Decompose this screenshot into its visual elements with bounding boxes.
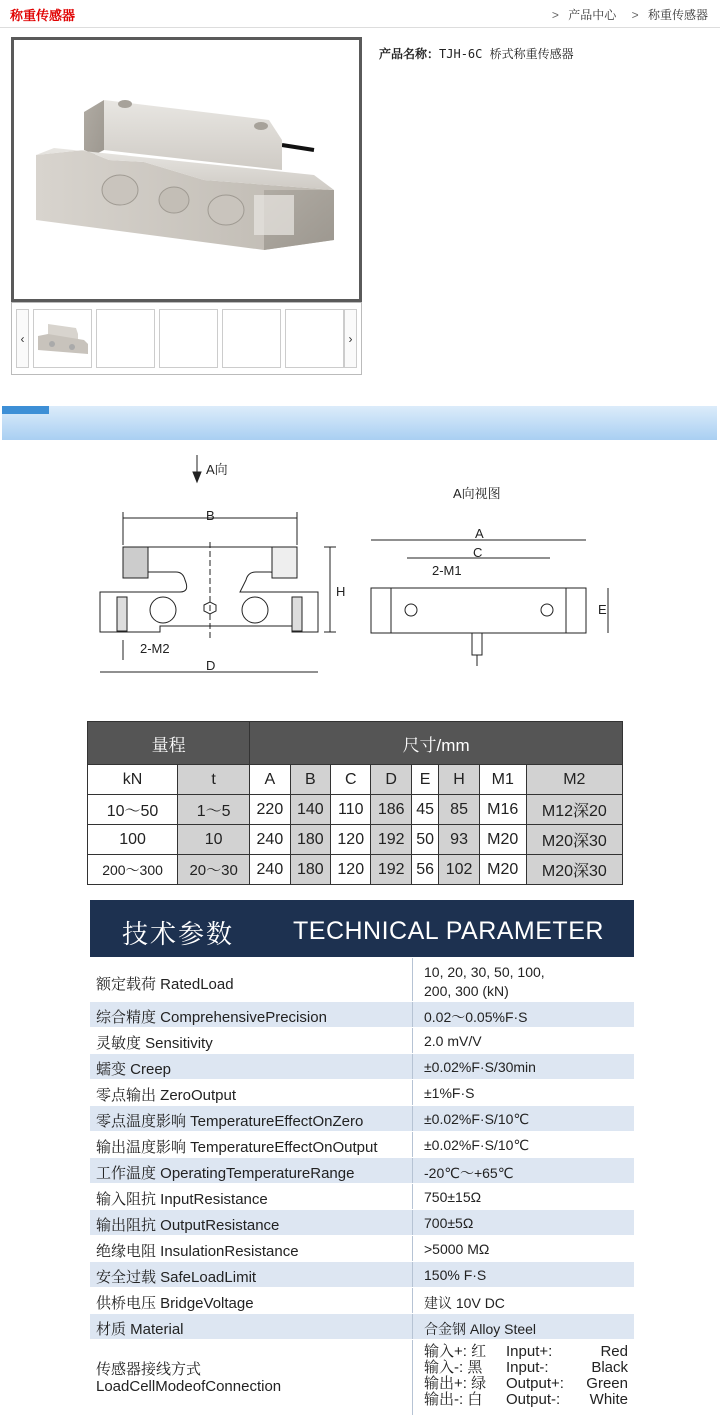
column-divider bbox=[412, 1314, 413, 1339]
table-cell: 240 bbox=[250, 825, 290, 855]
tech-parameter-list bbox=[90, 957, 634, 1415]
column-divider bbox=[412, 1080, 413, 1105]
parameter-label: 绝缘电阻 InsulationResistance bbox=[96, 1243, 299, 1260]
wire-row bbox=[424, 1392, 628, 1408]
dim-label-b: B bbox=[206, 508, 215, 523]
parameter-row bbox=[90, 1001, 634, 1027]
table-cell: 120 bbox=[331, 855, 371, 885]
dim-label-e: E bbox=[598, 602, 607, 617]
breadcrumb bbox=[540, 6, 708, 23]
table-cell: 10～50 bbox=[88, 795, 178, 825]
parameter-row bbox=[90, 1105, 634, 1131]
parameter-row bbox=[90, 1157, 634, 1183]
breadcrumb-separator: > bbox=[551, 8, 559, 22]
product-main-image[interactable] bbox=[11, 37, 362, 302]
table-cell: 93 bbox=[439, 825, 479, 855]
range-header: 量程 bbox=[88, 722, 250, 765]
table-cell: 192 bbox=[371, 855, 411, 885]
parameter-row bbox=[90, 957, 634, 1001]
product-name-label: 产品名称： bbox=[379, 47, 440, 61]
parameter-row bbox=[90, 1131, 634, 1157]
parameter-label: 零点温度影响 TemperatureEffectOnZero bbox=[96, 1113, 364, 1130]
table-cell: 20～30 bbox=[178, 855, 250, 885]
parameter-row bbox=[90, 1235, 634, 1261]
tech-parameter-header bbox=[90, 900, 634, 957]
column-divider bbox=[412, 1054, 413, 1079]
wire-color-list bbox=[424, 1344, 628, 1408]
column-divider bbox=[412, 1340, 413, 1415]
parameter-label: 输出温度影响 TemperatureEffectOnOutput bbox=[96, 1139, 378, 1156]
breadcrumb-products-link[interactable]: 产品中心 bbox=[568, 8, 617, 22]
parameter-value: -20℃～+65℃ bbox=[424, 1165, 514, 1181]
thumbnail-item[interactable] bbox=[159, 309, 218, 368]
parameter-label: 材质 Material bbox=[96, 1321, 184, 1338]
parameter-row bbox=[90, 1183, 634, 1209]
wire-row bbox=[424, 1360, 628, 1376]
table-cell: M20深30 bbox=[526, 825, 622, 855]
parameter-row bbox=[90, 1079, 634, 1105]
thumbnail-strip bbox=[11, 302, 362, 375]
table-cell: M12深20 bbox=[526, 795, 622, 825]
table-cell: 50 bbox=[411, 825, 438, 855]
column-divider bbox=[412, 1210, 413, 1235]
table-cell: 102 bbox=[439, 855, 479, 885]
parameter-value: 150% F·S bbox=[424, 1267, 487, 1283]
column-divider bbox=[412, 1236, 413, 1261]
column-header: H bbox=[439, 765, 479, 795]
table-row bbox=[88, 855, 623, 885]
column-header: C bbox=[331, 765, 371, 795]
wire-color: White bbox=[589, 1391, 628, 1408]
wire-color: Red bbox=[600, 1343, 628, 1360]
parameter-value: 10, 20, 30, 50, 100, bbox=[424, 964, 545, 980]
table-cell: 180 bbox=[290, 825, 330, 855]
column-divider bbox=[412, 1288, 413, 1313]
parameter-row bbox=[90, 1261, 634, 1287]
view-a-title: A向视图 bbox=[453, 486, 501, 501]
table-cell: 56 bbox=[411, 855, 438, 885]
parameter-value: 750±15Ω bbox=[424, 1189, 482, 1205]
column-header: B bbox=[290, 765, 330, 795]
wire-cn: 输入-: 黑 bbox=[424, 1359, 483, 1376]
parameter-label: 蠕变 Creep bbox=[96, 1061, 172, 1078]
table-cell: M16 bbox=[479, 795, 526, 825]
table-cell: 120 bbox=[331, 825, 371, 855]
parameter-label: 综合精度 ComprehensivePrecision bbox=[96, 1009, 327, 1026]
column-divider bbox=[412, 1028, 413, 1053]
column-divider bbox=[412, 1262, 413, 1287]
dimension-drawing bbox=[80, 450, 640, 712]
table-cell: 85 bbox=[439, 795, 479, 825]
dim-label-d: D bbox=[206, 658, 216, 673]
column-header: M1 bbox=[479, 765, 526, 795]
dim-label-h: H bbox=[336, 584, 346, 599]
table-cell: 100 bbox=[88, 825, 178, 855]
column-divider bbox=[412, 1132, 413, 1157]
parameter-value: ±1%F·S bbox=[424, 1085, 475, 1101]
top-bar bbox=[0, 0, 720, 28]
tech-title-en: TECHNICAL PARAMETER bbox=[293, 917, 604, 945]
column-divider bbox=[412, 1002, 413, 1027]
view-arrow-label: A向 bbox=[206, 462, 228, 477]
section-tab-marker bbox=[2, 406, 49, 414]
parameter-value: ±0.02%F·S/30min bbox=[424, 1059, 536, 1075]
table-cell: 220 bbox=[250, 795, 290, 825]
breadcrumb-separator: > bbox=[631, 8, 639, 22]
wire-cn: 输出+: 绿 bbox=[424, 1375, 487, 1392]
thumbnail-next-button[interactable]: › bbox=[344, 309, 357, 368]
size-header: 尺寸/mm bbox=[250, 722, 623, 765]
column-header: M2 bbox=[526, 765, 622, 795]
wire-en: Input+: bbox=[506, 1343, 553, 1360]
wire-en: Input-: bbox=[506, 1359, 549, 1376]
parameter-value: 建议 10V DC bbox=[424, 1295, 505, 1311]
table-row bbox=[88, 825, 623, 855]
table-cell: 140 bbox=[290, 795, 330, 825]
table-row bbox=[88, 795, 623, 825]
page-title: 称重传感器 bbox=[10, 8, 76, 23]
dim-label-2m2: 2-M2 bbox=[140, 641, 170, 656]
thumbnail-prev-button[interactable]: ‹ bbox=[16, 309, 29, 368]
thumbnail-item[interactable] bbox=[285, 309, 344, 368]
parameter-row bbox=[90, 1287, 634, 1313]
parameter-row bbox=[90, 1313, 634, 1339]
dim-label-2m1: 2-M1 bbox=[432, 563, 462, 578]
thumbnail-item[interactable] bbox=[222, 309, 281, 368]
column-header: A bbox=[250, 765, 290, 795]
parameter-label: 灵敏度 Sensitivity bbox=[96, 1035, 213, 1052]
table-cell: 10 bbox=[178, 825, 250, 855]
parameter-value-line2: 200, 300 (kN) bbox=[424, 983, 509, 999]
connection-label-en: LoadCellModeofConnection bbox=[96, 1378, 282, 1395]
parameter-label: 输入阻抗 InputResistance bbox=[96, 1191, 268, 1208]
table-header-row bbox=[88, 722, 623, 765]
column-divider bbox=[412, 1158, 413, 1183]
column-header: D bbox=[371, 765, 411, 795]
connection-row bbox=[90, 1339, 634, 1415]
column-header: E bbox=[411, 765, 438, 795]
parameter-row bbox=[90, 1053, 634, 1079]
table-column-row bbox=[88, 765, 623, 795]
parameter-value: 合金钢 Alloy Steel bbox=[424, 1321, 537, 1337]
wire-cn: 输入+: 红 bbox=[424, 1343, 487, 1360]
wire-color: Black bbox=[591, 1359, 628, 1376]
load-cell-photo bbox=[14, 40, 359, 299]
tech-title-cn: 技术参数 bbox=[122, 919, 235, 949]
section-header-bar bbox=[2, 406, 717, 440]
parameter-value: >5000 MΩ bbox=[424, 1241, 490, 1257]
table-cell: M20 bbox=[479, 825, 526, 855]
dimension-table bbox=[87, 721, 623, 885]
table-cell: 200～300 bbox=[88, 855, 178, 885]
parameter-row bbox=[90, 1209, 634, 1235]
column-header: kN bbox=[88, 765, 178, 795]
table-cell: 192 bbox=[371, 825, 411, 855]
parameter-value: 0.02～0.05%F·S bbox=[424, 1009, 528, 1025]
parameter-row bbox=[90, 1027, 634, 1053]
wire-en: Output+: bbox=[506, 1375, 564, 1392]
parameter-value: ±0.02%F·S/10℃ bbox=[424, 1137, 530, 1153]
column-divider bbox=[412, 1184, 413, 1209]
parameter-label: 工作温度 OperatingTemperatureRange bbox=[96, 1165, 355, 1182]
parameter-value: 2.0 mV/V bbox=[424, 1033, 482, 1049]
parameter-label: 输出阻抗 OutputResistance bbox=[96, 1217, 280, 1234]
wire-color: Green bbox=[586, 1375, 628, 1392]
table-cell: 180 bbox=[290, 855, 330, 885]
wire-row bbox=[424, 1376, 628, 1392]
column-header: t bbox=[178, 765, 250, 795]
parameter-label: 安全过载 SafeLoadLimit bbox=[96, 1269, 257, 1286]
parameter-value: ±0.02%F·S/10℃ bbox=[424, 1111, 530, 1127]
product-name bbox=[379, 45, 574, 62]
wire-en: Output-: bbox=[506, 1391, 561, 1408]
table-cell: 110 bbox=[331, 795, 371, 825]
column-divider bbox=[412, 1106, 413, 1131]
table-cell: 1～5 bbox=[178, 795, 250, 825]
table-cell: M20深30 bbox=[526, 855, 622, 885]
table-cell: 186 bbox=[371, 795, 411, 825]
parameter-label: 额定载荷 RatedLoad bbox=[96, 976, 234, 993]
dim-label-a: A bbox=[475, 526, 484, 541]
product-name-value: TJH-6C 桥式称重传感器 bbox=[439, 47, 574, 61]
parameter-label: 供桥电压 BridgeVoltage bbox=[96, 1295, 254, 1312]
column-divider bbox=[412, 958, 413, 1001]
breadcrumb-current[interactable]: 称重传感器 bbox=[647, 8, 708, 22]
table-cell: M20 bbox=[479, 855, 526, 885]
wire-cn: 输出-: 白 bbox=[424, 1391, 483, 1408]
wire-row bbox=[424, 1344, 628, 1360]
connection-label-cn: 传感器接线方式 bbox=[96, 1361, 202, 1378]
parameter-value: 700±5Ω bbox=[424, 1215, 474, 1231]
table-cell: 240 bbox=[250, 855, 290, 885]
parameter-label: 零点输出 ZeroOutput bbox=[96, 1087, 237, 1104]
thumbnail-item[interactable] bbox=[96, 309, 155, 368]
thumbnail-image bbox=[34, 310, 91, 367]
table-cell: 45 bbox=[411, 795, 438, 825]
dim-label-c: C bbox=[473, 545, 483, 560]
thumbnail-item[interactable] bbox=[33, 309, 92, 368]
